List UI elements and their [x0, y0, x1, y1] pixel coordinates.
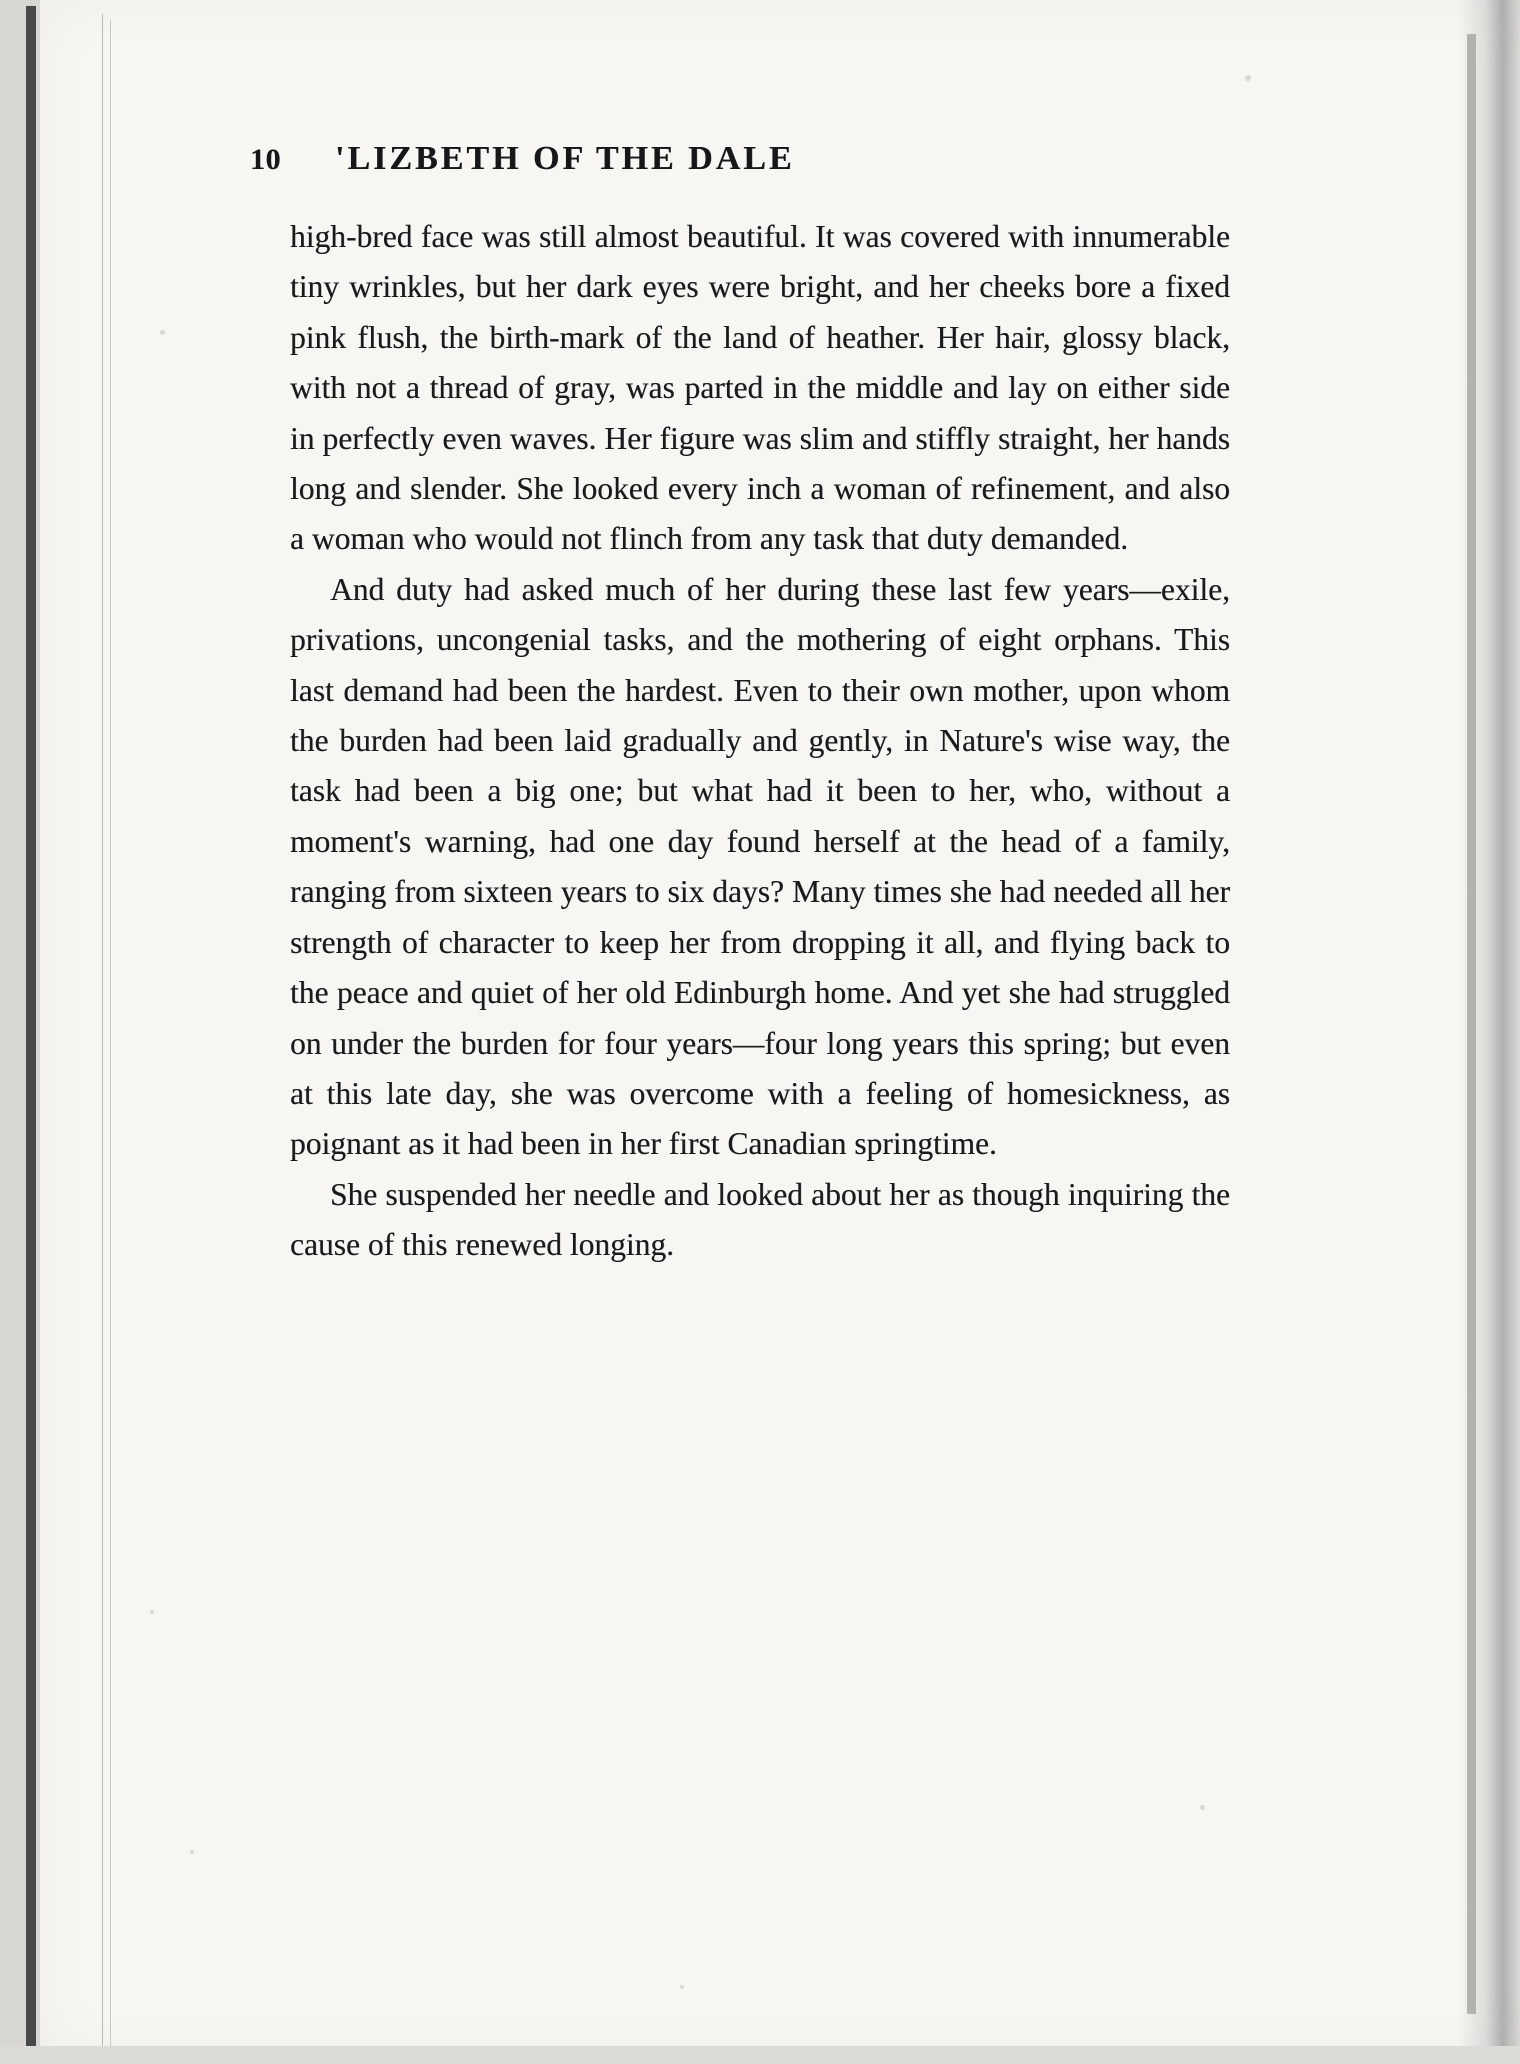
paragraph: She suspended her needle and looked about her as though inquiring the cause of this renewed longing.: [290, 1176, 1230, 1263]
page-content: [40, 0, 1520, 2056]
paragraph: high-bred face was still almost beautiful. It was covered with innumerable tiny wrinkles, but her dark eyes were bright, and her cheeks bore a fixed pink flush, the birth-mark of the land of heather. Her hair, glossy black, with not a thread of gray, was parted in the middle and lay on either side in perfectly even waves. Her figure was slim and stiffly straight, her hands long and slender. She looked every inch a woman of refinement, and also a woman who would not flinch from any task that duty demanded.: [290, 219, 1230, 557]
scanner-bed-bottom-margin: [0, 2046, 1520, 2064]
book-title: 'LIZBETH OF THE DALE: [335, 140, 795, 177]
body-text: [290, 212, 1230, 1271]
book-spine-line: [1467, 34, 1476, 2014]
page-edge-shadow: [26, 6, 36, 2056]
paragraph: And duty had asked much of her during these last few years—exile, privations, uncongenial tasks, and the mothering of eight orphans. This last demand had been the hardest. Even to their own mother, upon whom the burden had been laid gradually and gently, in Nature's wise way, the task had been a big one; but what had it been to her, who, without a moment's warning, had one day found herself at the head of a family, ranging from sixteen years to six days? Many times she had needed all her strength of character to keep her from dropping it all, and flying back to the peace and quiet of her old Edinburgh home. And yet she had struggled on under the burden for four years—four long years this spring; but even at this late day, she was overcome with a feeling of homesickness, as poignant as it had been in her first Canadian springtime.: [290, 571, 1230, 1162]
page-number: 10: [250, 143, 281, 176]
paper-sheet: [40, 0, 1520, 2056]
running-head: [250, 140, 1290, 178]
